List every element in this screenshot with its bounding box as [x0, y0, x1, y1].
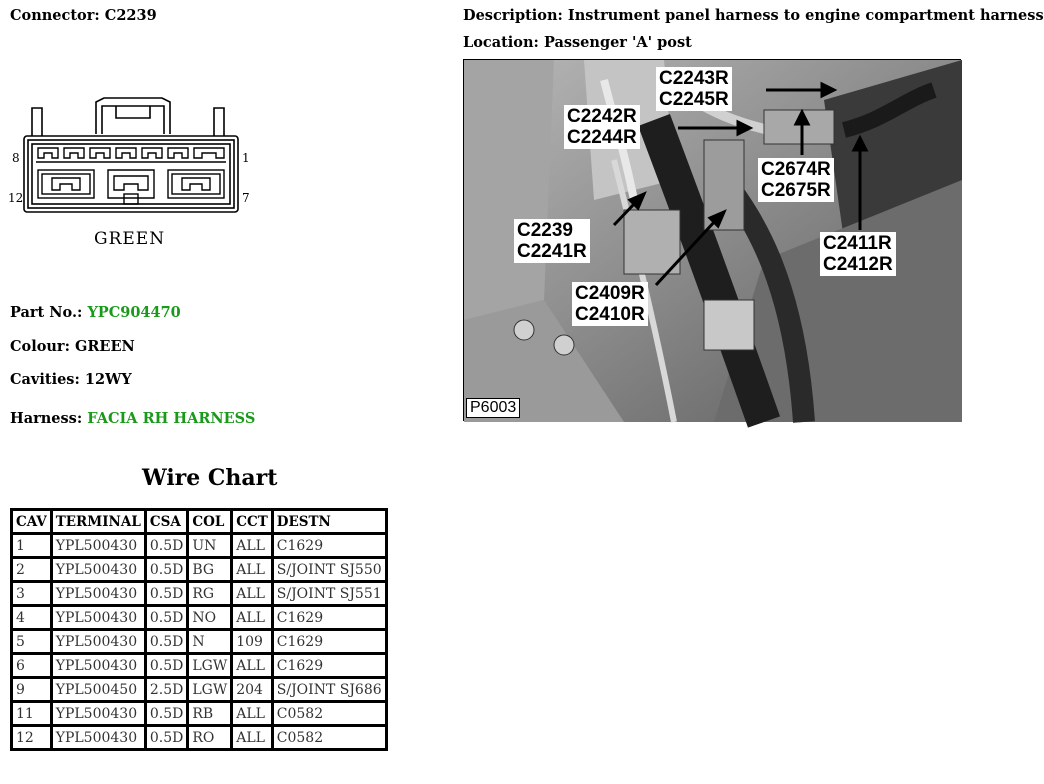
- table-row: [12, 726, 387, 750]
- colour-label: Colour:: [10, 338, 70, 355]
- harness-value[interactable]: FACIA RH HARNESS: [87, 410, 256, 427]
- table-row: [12, 702, 387, 726]
- cell-col: LGW: [188, 654, 232, 678]
- cell-col: RB: [188, 702, 232, 726]
- cell-cct: 204: [232, 678, 273, 702]
- table-row: [12, 678, 387, 702]
- location-value: Passenger 'A' post: [543, 34, 692, 51]
- cell-destn: C0582: [272, 726, 386, 750]
- photo-id: P6003: [466, 398, 520, 418]
- callout-c2409r-c2410r: C2409R C2410R: [572, 282, 648, 326]
- part-number-label: Part No.:: [10, 304, 83, 321]
- cell-csa: 0.5D: [145, 702, 188, 726]
- cell-terminal: YPL500430: [51, 654, 145, 678]
- cell-terminal: YPL500430: [51, 582, 145, 606]
- pin-label-8: 8: [12, 151, 20, 165]
- cell-csa: 0.5D: [145, 606, 188, 630]
- header-col: COL: [188, 510, 232, 534]
- cell-col: UN: [188, 534, 232, 558]
- pin-label-7: 7: [242, 191, 250, 205]
- cell-destn: S/JOINT SJ550: [272, 558, 386, 582]
- cell-csa: 0.5D: [145, 534, 188, 558]
- cell-cct: ALL: [232, 606, 273, 630]
- cavities-line: [10, 371, 132, 388]
- table-row: [12, 630, 387, 654]
- header-destn: DESTN: [272, 510, 386, 534]
- cell-cav: 3: [12, 582, 52, 606]
- table-row: [12, 534, 387, 558]
- cell-terminal: YPL500450: [51, 678, 145, 702]
- cell-cct: 109: [232, 630, 273, 654]
- cell-cav: 1: [12, 534, 52, 558]
- callout-c2674r-c2675r: C2674R C2675R: [758, 158, 834, 202]
- harness-line: [10, 410, 255, 427]
- cell-terminal: YPL500430: [51, 558, 145, 582]
- part-number-value[interactable]: YPC904470: [87, 304, 181, 321]
- diagram-caption: GREEN: [94, 229, 166, 249]
- cavities-value: 12WY: [84, 371, 132, 388]
- cell-terminal: YPL500430: [51, 726, 145, 750]
- wire-chart-title: Wire Chart: [142, 465, 278, 491]
- cell-cav: 12: [12, 726, 52, 750]
- cell-col: N: [188, 630, 232, 654]
- description-label: Description:: [463, 7, 563, 24]
- location-line: [463, 34, 692, 51]
- colour-value: GREEN: [75, 338, 135, 355]
- table-header-row: [12, 510, 387, 534]
- header-terminal: TERMINAL: [51, 510, 145, 534]
- wire-chart-table: [10, 508, 388, 751]
- cavities-label: Cavities:: [10, 371, 80, 388]
- table-row: [12, 654, 387, 678]
- pin-label-1: 1: [242, 151, 250, 165]
- header-csa: CSA: [145, 510, 188, 534]
- cell-col: RG: [188, 582, 232, 606]
- cell-cav: 5: [12, 630, 52, 654]
- header-cct: CCT: [232, 510, 273, 534]
- cell-cct: ALL: [232, 558, 273, 582]
- part-number-line: [10, 304, 181, 321]
- cell-csa: 0.5D: [145, 654, 188, 678]
- description-line: [463, 7, 1044, 24]
- cell-destn: C0582: [272, 702, 386, 726]
- cell-cav: 11: [12, 702, 52, 726]
- harness-label: Harness:: [10, 410, 83, 427]
- cell-cav: 6: [12, 654, 52, 678]
- table-row: [12, 606, 387, 630]
- connector-label: Connector:: [10, 7, 100, 24]
- header-cav: CAV: [12, 510, 52, 534]
- callout-c2243r-c2245r: C2243R C2245R: [656, 67, 732, 111]
- location-photo: [463, 59, 961, 421]
- cell-cct: ALL: [232, 582, 273, 606]
- colour-line: [10, 338, 135, 355]
- cell-cct: ALL: [232, 702, 273, 726]
- cell-terminal: YPL500430: [51, 606, 145, 630]
- cell-col: NO: [188, 606, 232, 630]
- description-value: Instrument panel harness to engine compartment harness: [567, 7, 1044, 24]
- cell-col: BG: [188, 558, 232, 582]
- cell-destn: S/JOINT SJ551: [272, 582, 386, 606]
- cell-destn: C1629: [272, 654, 386, 678]
- table-row: [12, 582, 387, 606]
- cell-destn: C1629: [272, 630, 386, 654]
- cell-csa: 2.5D: [145, 678, 188, 702]
- cell-cct: ALL: [232, 654, 273, 678]
- callout-c2242r-c2244r: C2242R C2244R: [564, 105, 640, 149]
- cell-destn: C1629: [272, 606, 386, 630]
- connector-value: C2239: [104, 7, 157, 24]
- cell-terminal: YPL500430: [51, 534, 145, 558]
- cell-cct: ALL: [232, 726, 273, 750]
- cell-cct: ALL: [232, 534, 273, 558]
- cell-csa: 0.5D: [145, 582, 188, 606]
- cell-csa: 0.5D: [145, 558, 188, 582]
- cell-destn: S/JOINT SJ686: [272, 678, 386, 702]
- callout-c2239-c2241r: C2239 C2241R: [514, 219, 590, 263]
- table-row: [12, 558, 387, 582]
- cell-cav: 9: [12, 678, 52, 702]
- cell-col: LGW: [188, 678, 232, 702]
- cell-destn: C1629: [272, 534, 386, 558]
- cell-csa: 0.5D: [145, 726, 188, 750]
- location-label: Location:: [463, 34, 539, 51]
- cell-terminal: YPL500430: [51, 702, 145, 726]
- cell-cav: 4: [12, 606, 52, 630]
- cell-csa: 0.5D: [145, 630, 188, 654]
- cell-terminal: YPL500430: [51, 630, 145, 654]
- connector-line: [10, 7, 157, 24]
- cell-cav: 2: [12, 558, 52, 582]
- pin-label-12: 12: [8, 191, 24, 205]
- cell-col: RO: [188, 726, 232, 750]
- callout-c2411r-c2412r: C2411R C2412R: [820, 232, 896, 276]
